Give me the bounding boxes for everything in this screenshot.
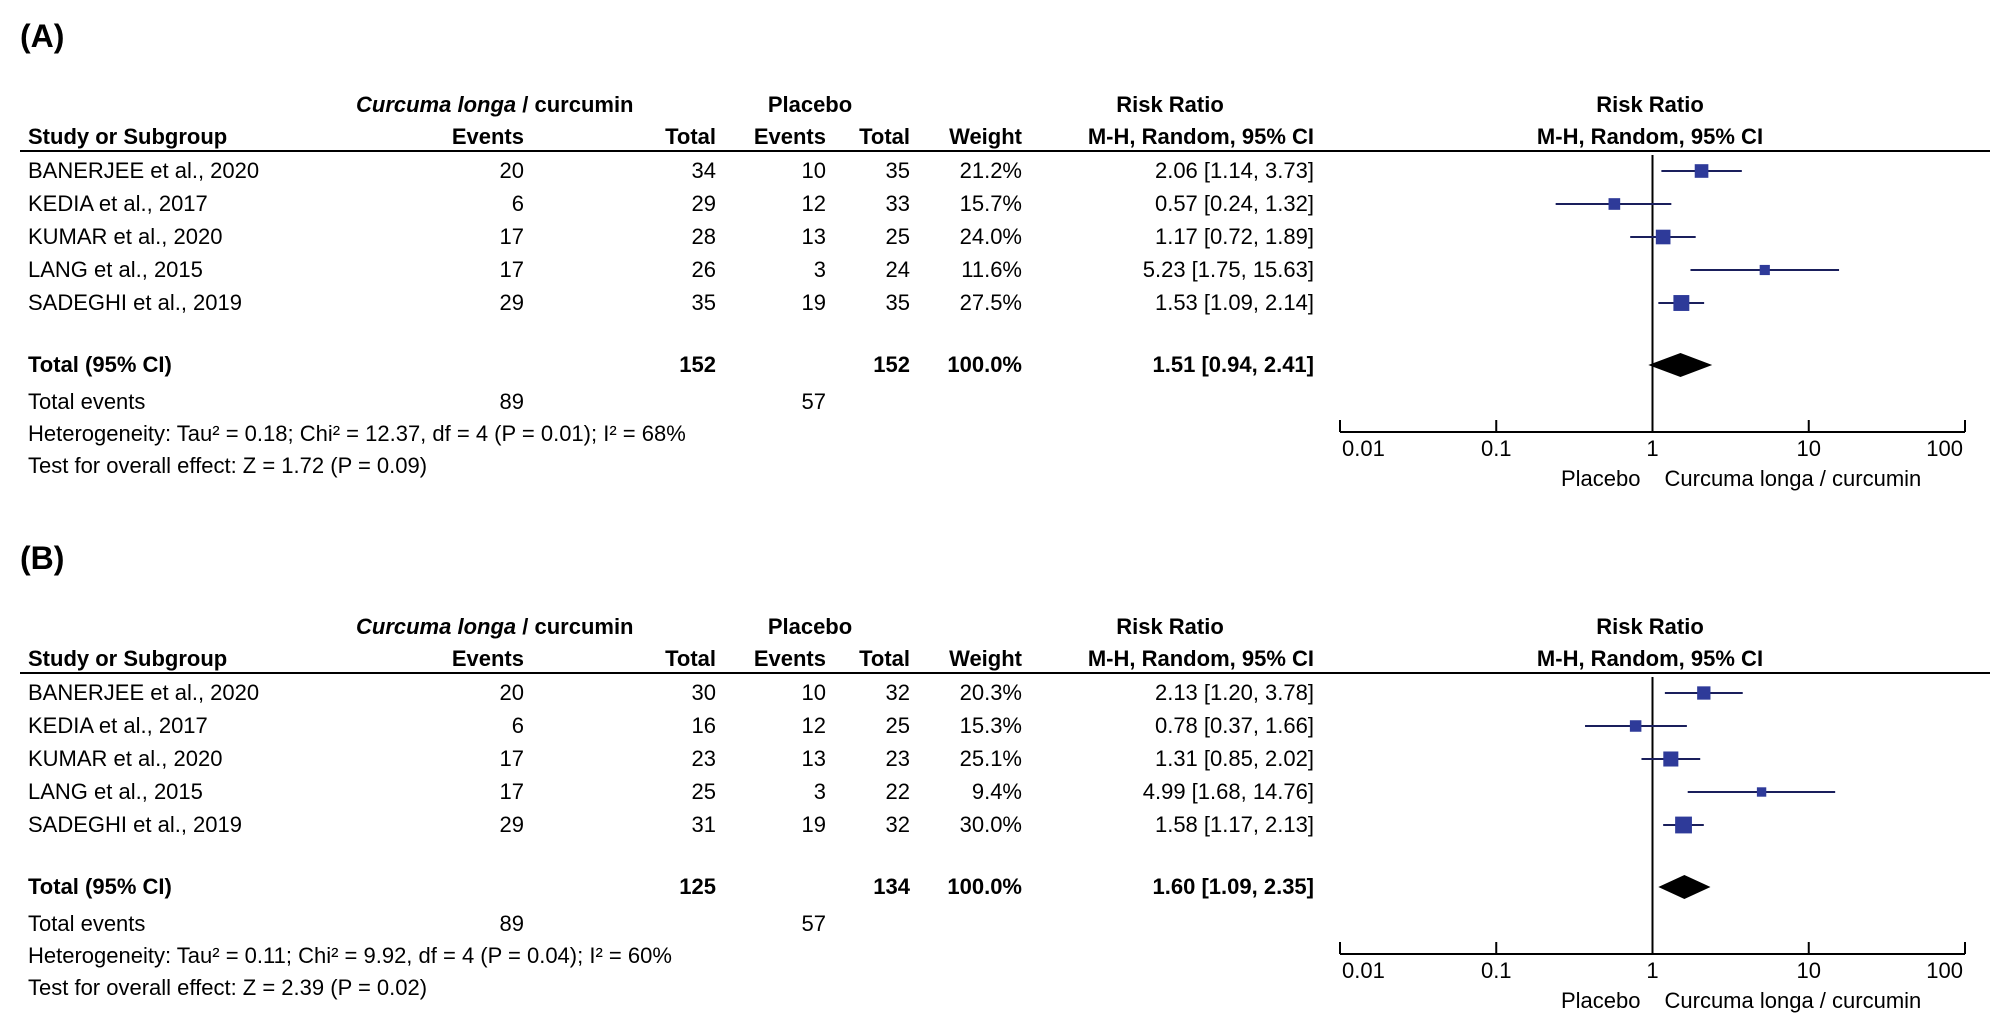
study-name: KUMAR et al., 2020 — [28, 746, 223, 771]
weight: 15.7% — [959, 191, 1022, 216]
total-ci: 1.51 [0.94, 2.41] — [1152, 352, 1314, 377]
point-estimate-marker — [1630, 720, 1642, 732]
x-axis-tick-label: 10 — [1796, 436, 1821, 461]
overall-effect: Test for overall effect: Z = 1.72 (P = 0.09) — [28, 453, 428, 478]
study-name: SADEGHI et al., 2019 — [28, 290, 242, 315]
x-axis-tick-label: 0.1 — [1480, 958, 1512, 983]
weight: 9.4% — [971, 779, 1022, 804]
heterogeneity: Heterogeneity: Tau² = 0.11; Chi² = 9.92, df = 4 (P = 0.04); I² = 60% — [28, 943, 672, 968]
x-axis-tick-label: 0.1 — [1480, 436, 1512, 461]
events-1: 29 — [499, 290, 524, 315]
point-estimate-marker — [1757, 787, 1766, 796]
col-events-2: Events — [753, 646, 826, 671]
point-estimate-marker — [1760, 265, 1770, 275]
risk-ratio-ci: 1.58 [1.17, 2.13] — [1154, 812, 1314, 837]
favours-right-label: Curcuma longa / curcumin — [1664, 466, 1922, 491]
col-events-1: Events — [451, 646, 524, 671]
risk-ratio-ci: 1.53 [1.09, 2.14] — [1154, 290, 1314, 315]
events-2: 10 — [801, 680, 826, 705]
x-axis-tick-label: 1 — [1646, 436, 1659, 461]
rr-header-1: Risk Ratio — [1116, 614, 1224, 639]
total-n1: 125 — [679, 874, 716, 899]
risk-ratio-ci: 1.31 [0.85, 2.02] — [1154, 746, 1314, 771]
weight: 21.2% — [959, 158, 1022, 183]
total-2: 25 — [885, 713, 910, 738]
events-2: 19 — [801, 290, 826, 315]
events-1: 29 — [499, 812, 524, 837]
events-1: 6 — [511, 713, 524, 738]
total-2: 32 — [885, 812, 910, 837]
total-2: 22 — [885, 779, 910, 804]
point-estimate-marker — [1609, 198, 1621, 210]
point-estimate-marker — [1695, 164, 1709, 178]
col-total-2: Total — [859, 124, 910, 149]
group1-header — [356, 614, 696, 640]
events-1: 17 — [499, 746, 524, 771]
total-1: 34 — [691, 158, 716, 183]
rr-header-2: M-H, Random, 95% CI — [1087, 646, 1314, 671]
events-1: 17 — [499, 779, 524, 804]
point-estimate-marker — [1697, 686, 1710, 699]
total-n2: 152 — [873, 352, 910, 377]
group1-suffix: / curcumin — [516, 614, 634, 639]
total-1: 23 — [691, 746, 716, 771]
favours-right-label: Curcuma longa / curcumin — [1664, 988, 1922, 1013]
events-2: 3 — [813, 779, 826, 804]
events-1: 6 — [511, 191, 524, 216]
group1-header — [356, 92, 696, 118]
weight: 25.1% — [959, 746, 1022, 771]
total-2: 32 — [885, 680, 910, 705]
total-1: 31 — [691, 812, 716, 837]
weight: 30.0% — [959, 812, 1022, 837]
col-study: Study or Subgroup — [28, 124, 228, 149]
col-weight: Weight — [949, 124, 1022, 149]
study-name: SADEGHI et al., 2019 — [28, 812, 242, 837]
col-events-1: Events — [451, 124, 524, 149]
risk-ratio-ci: 4.99 [1.68, 14.76] — [1142, 779, 1314, 804]
events-2: 12 — [801, 191, 826, 216]
study-name: BANERJEE et al., 2020 — [28, 158, 260, 183]
total-2: 35 — [885, 158, 910, 183]
total-label: Total (95% CI) — [28, 874, 172, 899]
col-weight: Weight — [949, 646, 1022, 671]
group2-header: Placebo — [767, 92, 853, 117]
study-name: KEDIA et al., 2017 — [28, 191, 208, 216]
overall-effect: Test for overall effect: Z = 2.39 (P = 0.02) — [28, 975, 428, 1000]
events-1: 20 — [499, 680, 524, 705]
study-name: BANERJEE et al., 2020 — [28, 680, 260, 705]
col-total-1: Total — [665, 646, 716, 671]
total-weight: 100.0% — [947, 352, 1022, 377]
weight: 24.0% — [959, 224, 1022, 249]
point-estimate-marker — [1656, 230, 1671, 245]
pooled-estimate-diamond — [1648, 353, 1712, 377]
col-events-2: Events — [753, 124, 826, 149]
total-1: 30 — [691, 680, 716, 705]
forest-plot-graphic — [1300, 0, 1990, 500]
total-n1: 152 — [679, 352, 716, 377]
risk-ratio-ci: 2.06 [1.14, 3.73] — [1154, 158, 1314, 183]
total-2: 23 — [885, 746, 910, 771]
group1-name: Curcuma longa — [356, 92, 517, 117]
total-2: 24 — [885, 257, 910, 282]
events-2: 12 — [801, 713, 826, 738]
total-ci: 1.60 [1.09, 2.35] — [1152, 874, 1314, 899]
total-1: 28 — [691, 224, 716, 249]
forest-plot-panel-b — [0, 522, 1990, 1022]
rr-header-2: M-H, Random, 95% CI — [1087, 124, 1314, 149]
risk-ratio-ci: 0.78 [0.37, 1.66] — [1154, 713, 1314, 738]
x-axis-tick-label: 100 — [1926, 436, 1963, 461]
events-1: 17 — [499, 224, 524, 249]
pooled-estimate-diamond — [1658, 875, 1710, 899]
risk-ratio-ci: 1.17 [0.72, 1.89] — [1154, 224, 1314, 249]
total-1: 29 — [691, 191, 716, 216]
events-label: Total events — [28, 911, 146, 936]
heterogeneity: Heterogeneity: Tau² = 0.18; Chi² = 12.37, df = 4 (P = 0.01); I² = 68% — [28, 421, 686, 446]
events-2: 3 — [813, 257, 826, 282]
events-1: 20 — [499, 158, 524, 183]
plot-title-2: M-H, Random, 95% CI — [1536, 124, 1764, 149]
point-estimate-marker — [1673, 295, 1689, 311]
risk-ratio-ci: 2.13 [1.20, 3.78] — [1154, 680, 1314, 705]
plot-title-2: M-H, Random, 95% CI — [1536, 646, 1764, 671]
weight: 27.5% — [959, 290, 1022, 315]
risk-ratio-ci: 0.57 [0.24, 1.32] — [1154, 191, 1314, 216]
weight: 11.6% — [961, 257, 1022, 282]
col-total-2: Total — [859, 646, 910, 671]
study-name: LANG et al., 2015 — [28, 257, 203, 282]
risk-ratio-ci: 5.23 [1.75, 15.63] — [1142, 257, 1314, 282]
events-2: 13 — [801, 224, 826, 249]
point-estimate-marker — [1663, 751, 1678, 766]
total-2: 33 — [885, 191, 910, 216]
x-axis-tick-label: 1 — [1646, 958, 1659, 983]
events-1: 17 — [499, 257, 524, 282]
col-study: Study or Subgroup — [28, 646, 228, 671]
study-name: KEDIA et al., 2017 — [28, 713, 208, 738]
weight: 20.3% — [959, 680, 1022, 705]
weight: 15.3% — [959, 713, 1022, 738]
favours-left-label: Placebo — [1560, 466, 1641, 491]
events-2: 10 — [801, 158, 826, 183]
plot-title-1: Risk Ratio — [1596, 614, 1704, 639]
x-axis-tick-label: 0.01 — [1342, 958, 1385, 983]
panel-label: (B) — [20, 540, 65, 576]
favours-left-label: Placebo — [1560, 988, 1641, 1013]
forest-plot-panel-a — [0, 0, 1990, 500]
total-1: 26 — [691, 257, 716, 282]
panel-label: (A) — [20, 18, 65, 54]
events-2: 19 — [801, 812, 826, 837]
x-axis-tick-label: 0.01 — [1342, 436, 1385, 461]
group2-header: Placebo — [767, 614, 853, 639]
forest-plot-graphic — [1300, 522, 1990, 1022]
x-axis-tick-label: 10 — [1796, 958, 1821, 983]
total-n2: 134 — [873, 874, 910, 899]
events-2: 13 — [801, 746, 826, 771]
total-weight: 100.0% — [947, 874, 1022, 899]
events-total-1: 89 — [499, 911, 524, 936]
events-total-2: 57 — [801, 911, 826, 936]
events-label: Total events — [28, 389, 146, 414]
study-name: KUMAR et al., 2020 — [28, 224, 223, 249]
group1-suffix: / curcumin — [516, 92, 634, 117]
total-label: Total (95% CI) — [28, 352, 172, 377]
total-1: 16 — [691, 713, 716, 738]
events-total-2: 57 — [801, 389, 826, 414]
study-name: LANG et al., 2015 — [28, 779, 203, 804]
point-estimate-marker — [1675, 817, 1692, 834]
events-total-1: 89 — [499, 389, 524, 414]
total-1: 35 — [691, 290, 716, 315]
plot-title-1: Risk Ratio — [1596, 92, 1704, 117]
total-2: 25 — [885, 224, 910, 249]
group1-name: Curcuma longa — [356, 614, 517, 639]
x-axis-tick-label: 100 — [1926, 958, 1963, 983]
col-total-1: Total — [665, 124, 716, 149]
total-1: 25 — [691, 779, 716, 804]
rr-header-1: Risk Ratio — [1116, 92, 1224, 117]
total-2: 35 — [885, 290, 910, 315]
